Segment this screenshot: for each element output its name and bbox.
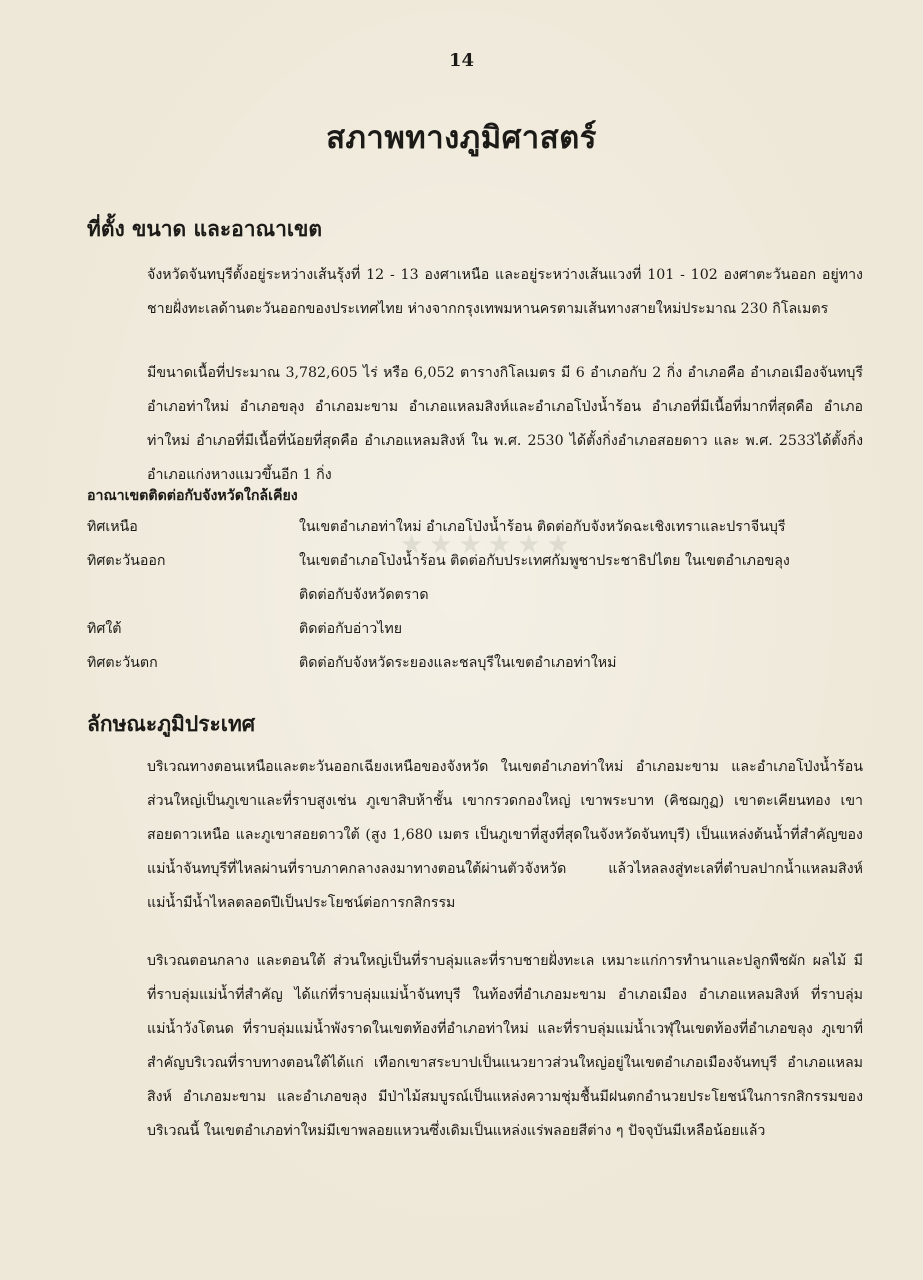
paragraph-text: จังหวัดจันทบุรีตั้งอยู่ระหว่างเส้นรุ้งที่ 12 - 13 องศาเหนือ และอยู่ระหว่างเส้นแวงที่ 101 - 102 องศาตะวันออก อยู่ทางชายฝั่งทะเลด้านตะวันออกของประเทศไทย ห่างจากกรุงเทพมหานครตามเส้นทางสายใหม่ประมาณ 230 กิโลเมตร	[147, 267, 863, 317]
border-direction: ทิศเหนือ	[87, 519, 138, 535]
paragraph-text: บริเวณทางตอนเหนือและตะวันออกเฉียงเหนือของจังหวัด ในเขตอำเภอท่าใหม่ อำเภอมะขาม และอำเภอโป่งน้ำร้อน ส่วนใหญ่เป็นภูเขาและที่ราบสูงเช่น ภูเขาสิบห้าชั้น เขากรวดกองใหญ่ เขาพระบาท (คิชฌกูฏ) เขาตะเคียนทอง เขาสอยดาวเหนือ และภูเขาสอยดาวใต้ (สูง 1,680 เมตร เป็นภูเขาที่สูงที่สุดในจังหวัดจันทบุรี) เป็นแหล่งต้นน้ำที่สำคัญของแม่น้ำจันทบุรีที่ไหลผ่านที่ราบภาคกลางลงมาทางตอนใต้ผ่านตัวจังหวัด แล้วไหลลงสู่ทะเลที่ตำบลปากน้ำแหลมสิงห์ แม่น้ำมีน้ำไหลตลอดปีเป็นประโยชน์ต่อการกสิกรรม	[147, 759, 863, 911]
border-direction: ทิศใต้	[87, 621, 122, 637]
page-title: สภาพทางภูมิศาสตร์	[326, 120, 597, 156]
paragraph-location	[87, 258, 863, 326]
border-direction: ทิศตะวันตก	[87, 655, 158, 671]
border-description: ติดต่อกับอ่าวไทย	[299, 621, 403, 637]
border-subheading: อาณาเขตติดต่อกับจังหวัดใกล้เคียง	[87, 488, 298, 504]
border-description: ในเขตอำเภอโป่งน้ำร้อน ติดต่อกับประเทศกัมพูชาประชาธิปไตย ในเขตอำเภอขลุง	[299, 553, 790, 569]
paragraph-area	[87, 356, 863, 492]
border-description: ในเขตอำเภอท่าใหม่ อำเภอโป่งน้ำร้อน ติดต่อกับจังหวัดฉะเชิงเทราและปราจีนบุรี	[299, 519, 786, 535]
section-heading-topography: ลักษณะภูมิประเทศ	[87, 711, 256, 736]
border-description: ติดต่อกับจังหวัดระยองและชลบุรีในเขตอำเภอท่าใหม่	[299, 655, 617, 671]
paragraph-text: บริเวณตอนกลาง และตอนใต้ ส่วนใหญ่เป็นที่ราบลุ่มและที่ราบชายฝั่งทะเล เหมาะแก่การทำนาและปลูกพืชผัก ผลไม้ มีที่ราบลุ่มแม่น้ำที่สำคัญ ได้แก่ที่ราบลุ่มแม่น้ำจันทบุรี ในท้องที่อำเภอมะขาม อำเภอเมือง อำเภอแหลมสิงห์ ที่ราบลุ่มแม่น้ำวังโตนด ที่ราบลุ่มแม่น้ำพังราดในเขตท้องที่อำเภอท่าใหม่ และที่ราบลุ่มแม่น้ำเวฬุในเขตท้องที่อำเภอขลุง ภูเขาที่สำคัญบริเวณที่ราบทางตอนใต้ได้แก่ เทือกเขาสระบาปเป็นแนวยาวส่วนใหญ่อยู่ในเขตอำเภอเมืองจันทบุรี อำเภอแหลมสิงห์ อำเภอมะขาม และอำเภอขลุง มีป่าไม้สมบูรณ์เป็นแหล่งความชุ่มชื้นมีฝนตกอำนวยประโยชน์ในการกสิกรรมของบริเวณนี้ ในเขตอำเภอท่าใหม่มีเขาพลอยแหวนซึ่งเดิมเป็นแหล่งแร่พลอยสีต่าง ๆ ปัจจุบันมีเหลือน้อยแล้ว	[147, 953, 863, 1139]
page-number: 14	[448, 50, 475, 71]
paragraph-north-region	[87, 750, 863, 920]
border-description: ติดต่อกับจังหวัดตราด	[299, 587, 429, 603]
watermark-stars: ★★★★★★	[400, 530, 576, 560]
paragraph-central-south-region	[87, 944, 863, 1148]
paragraph-text: มีขนาดเนื้อที่ประมาณ 3,782,605 ไร่ หรือ 6,052 ตารางกิโลเมตร มี 6 อำเภอกับ 2 กิ่ง อำเภอคือ อำเภอเมืองจันทบุรี อำเภอท่าใหม่ อำเภอขลุง อำเภอมะขาม อำเภอแหลมสิงห์และอำเภอโป่งน้ำร้อน อำเภอที่มีเนื้อที่มากที่สุดคือ อำเภอท่าใหม่ อำเภอที่มีเนื้อที่น้อยที่สุดคือ อำเภอแหลมสิงห์ ใน พ.ศ. 2530 ได้ตั้งกิ่งอำเภอสอยดาว และ พ.ศ. 2533ได้ตั้งกิ่งอำเภอแก่งหางแมวขึ้นอีก 1 กิ่ง	[147, 365, 863, 483]
border-direction: ทิศตะวันออก	[87, 553, 166, 569]
section-heading-location: ที่ตั้ง ขนาด และอาณาเขต	[87, 216, 323, 241]
